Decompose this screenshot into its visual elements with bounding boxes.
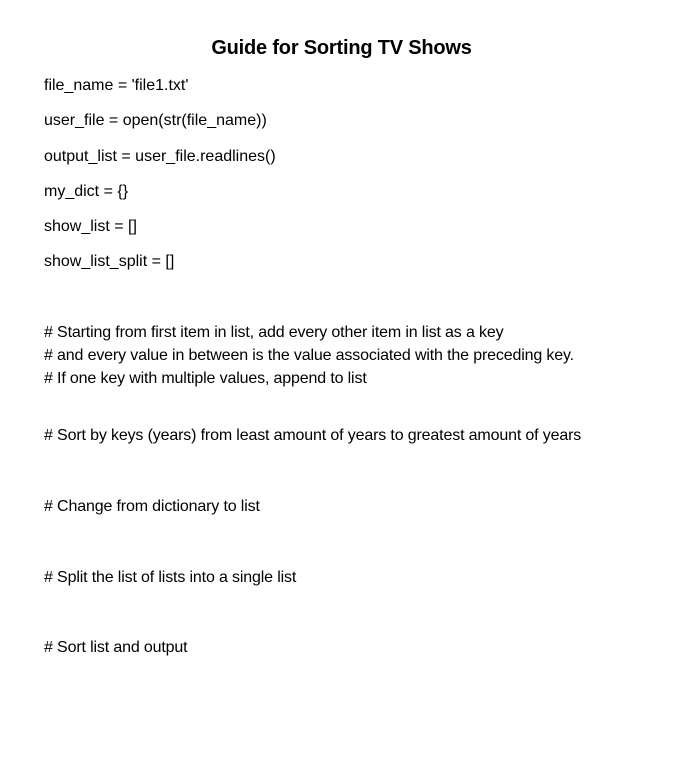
code-line-user-file: user_file = open(str(file_name))	[44, 112, 267, 129]
code-line-output-list: output_list = user_file.readlines()	[44, 148, 276, 165]
comment-step1-line1: # Starting from first item in list, add every other item in list as a key	[44, 324, 504, 341]
comment-step4: # Split the list of lists into a single list	[44, 569, 297, 586]
comment-step1-line3: # If one key with multiple values, append to list	[44, 370, 367, 387]
code-line-show-list-split: show_list_split = []	[44, 253, 175, 270]
comment-step3: # Change from dictionary to list	[44, 498, 260, 515]
comment-step5: # Sort list and output	[44, 639, 188, 656]
code-line-show-list: show_list = []	[44, 218, 137, 235]
comment-step2: # Sort by keys (years) from least amount of years to greatest amount of years	[44, 427, 582, 444]
code-line-my-dict: my_dict = {}	[44, 183, 129, 200]
page-title: Guide for Sorting TV Shows	[211, 37, 472, 59]
comment-step1-line2: # and every value in between is the value associated with the preceding key.	[44, 347, 574, 364]
code-line-file-name: file_name = 'file1.txt'	[44, 77, 189, 94]
